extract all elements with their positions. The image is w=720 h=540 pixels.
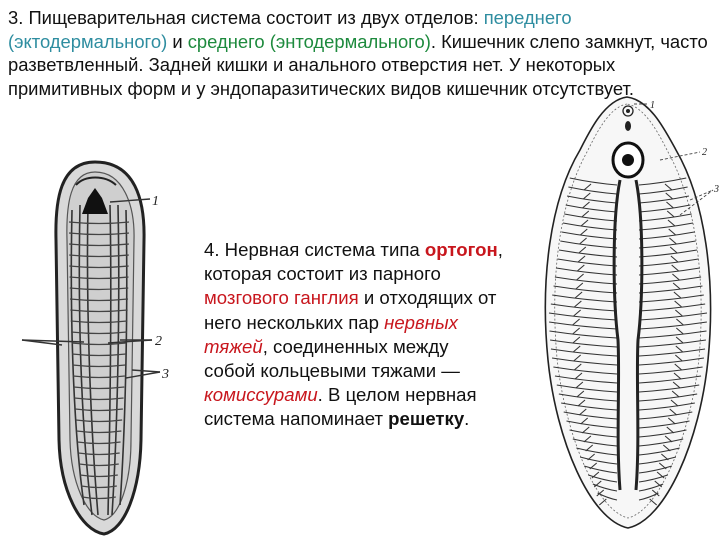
right-label-1: 1: [650, 100, 655, 111]
right-label-3: 3: [714, 184, 719, 195]
left-label-1: 1: [152, 194, 159, 209]
nervous-t3: и отходящих от него нескольких пар: [204, 287, 497, 333]
nervous-t5: . В целом нервная система напоминает: [204, 384, 477, 430]
term-anterior-section: переднего (эктодермального): [8, 7, 572, 52]
right-label-2: 2: [702, 147, 707, 158]
term-middle-section: среднего (энтодермального): [187, 30, 431, 52]
pharynx: [613, 143, 643, 177]
left-label-2: 2: [155, 334, 162, 349]
intro-lead: 3. Пищеварительная система состоит из двух отделов:: [8, 7, 484, 28]
nervous-t2: , которая состоит из парного: [204, 239, 503, 285]
term-nerve-cords: нервных тяжей: [204, 311, 458, 357]
intro-and: и: [167, 30, 188, 52]
nervous-t1: 4. Нервная система типа: [204, 239, 425, 260]
left-label-3: 3: [162, 367, 169, 382]
term-orthogon: ортогон: [424, 239, 498, 260]
term-commissures: комиссурами: [204, 384, 318, 406]
nervous-t6: .: [464, 408, 470, 430]
term-lattice: решетку: [388, 408, 465, 430]
term-brain-ganglion: мозгового ганглия: [204, 287, 359, 309]
intro-rest: . Кишечник слепо замкнут, часто разветвленный. Задней кишки и анального отверстия нет. У некоторых примитивных форм и у эндопаразитических видов кишечник отсутствует.: [8, 30, 708, 99]
nervous-t4: , соединенных между собой кольцевыми тяжами —: [204, 335, 460, 382]
